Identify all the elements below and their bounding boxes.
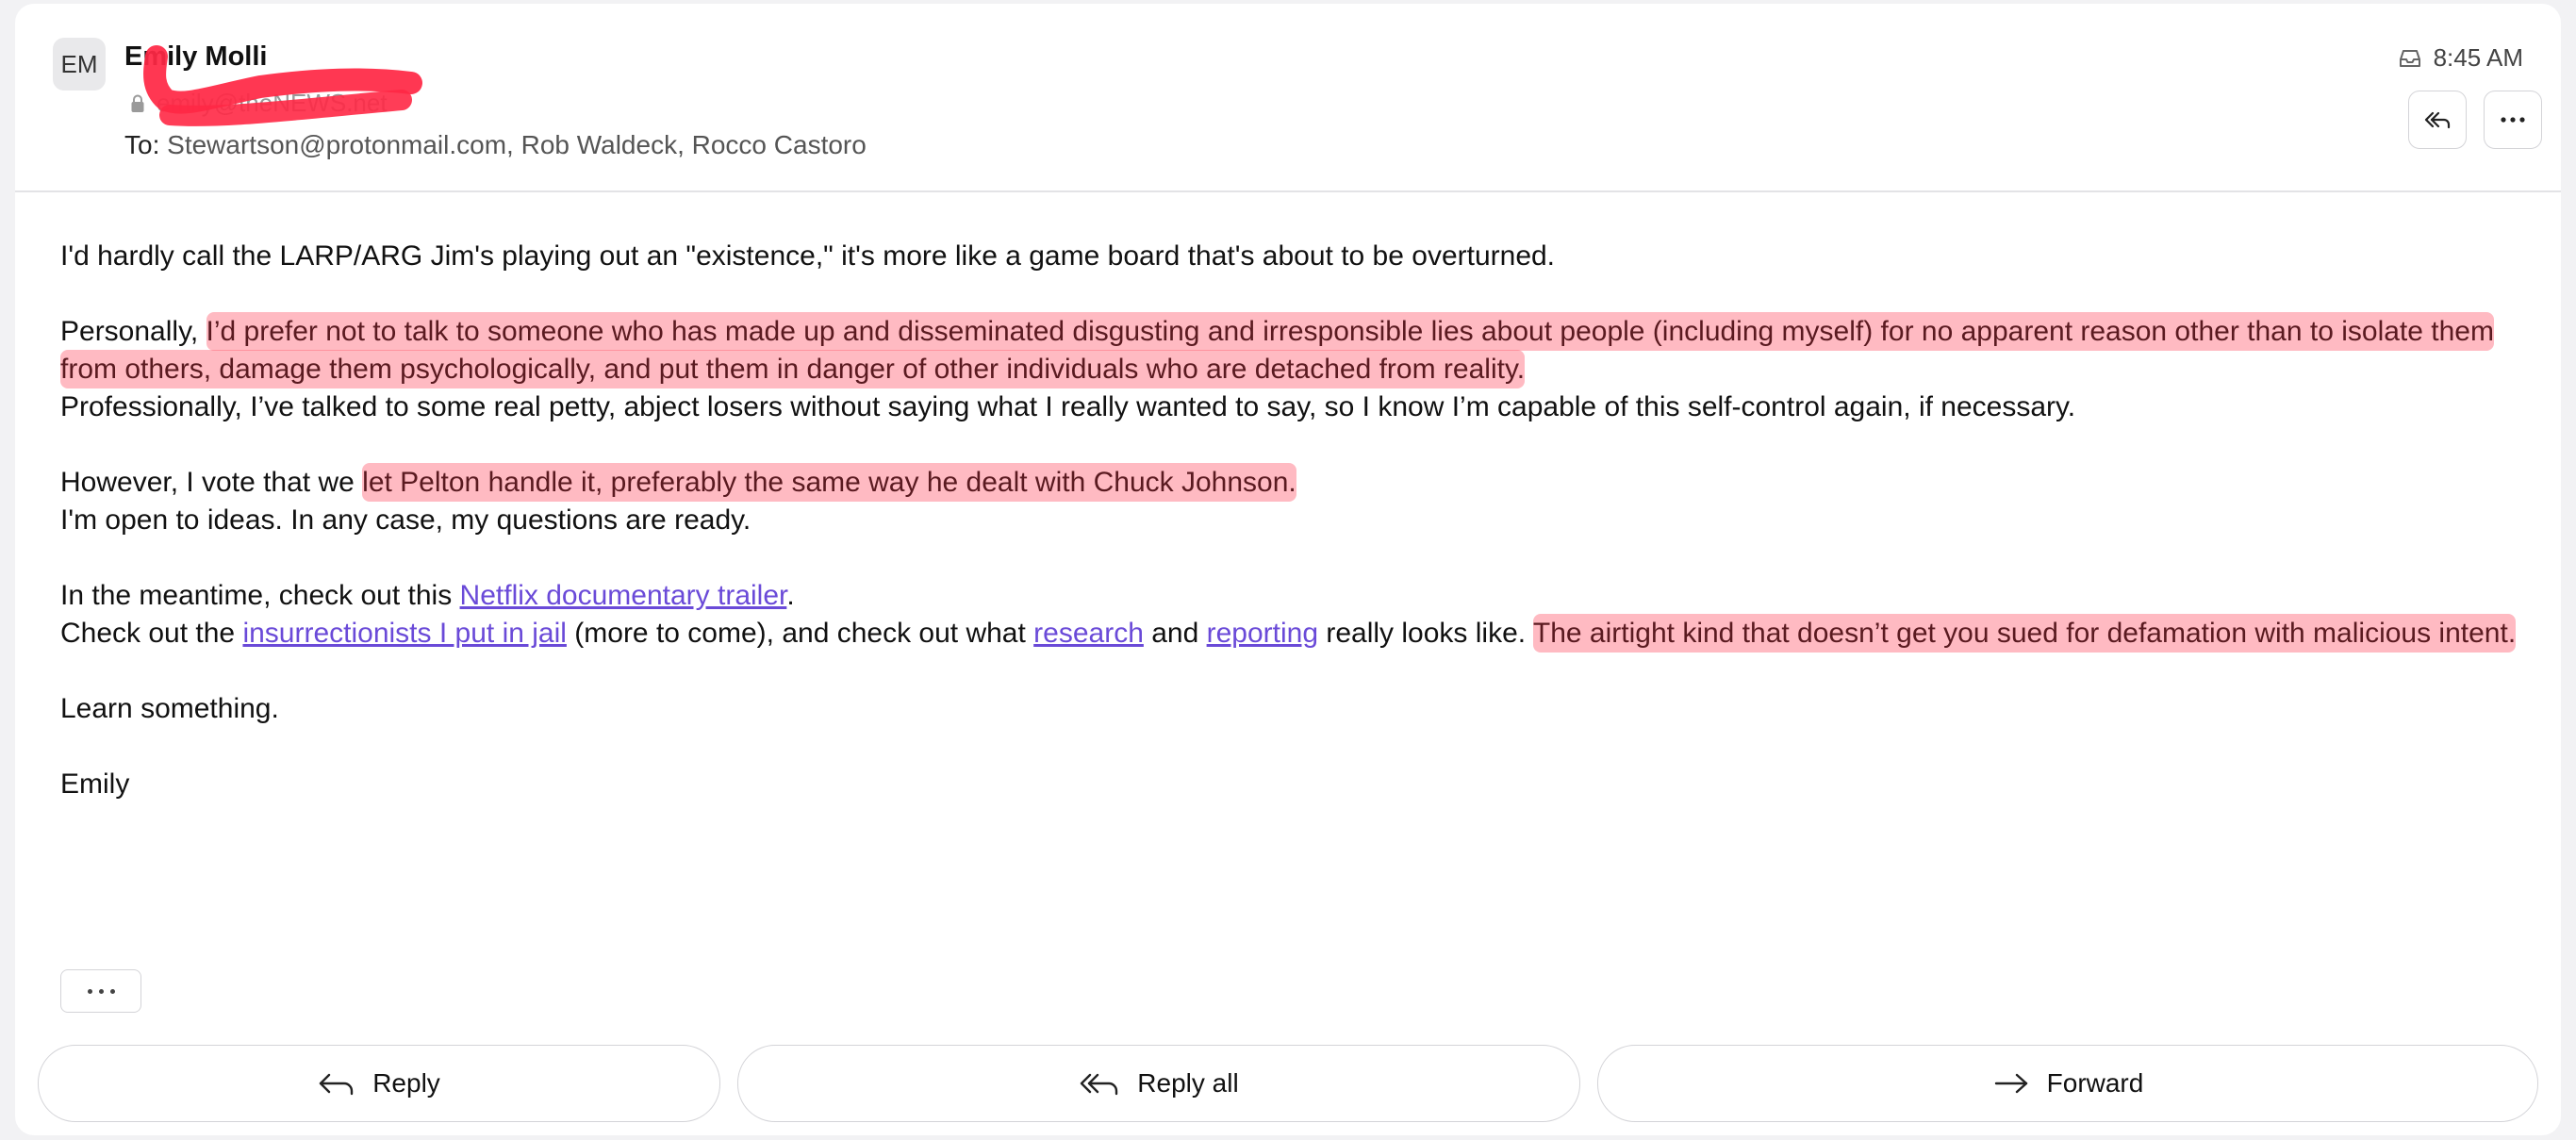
text-span: However, I vote that we	[60, 467, 363, 498]
sender-name: Emily Molli	[124, 41, 268, 72]
text-span: .	[786, 580, 795, 611]
recipients-list[interactable]: Stewartson@protonmail.com, Rob Waldeck, Rocco Castoro	[167, 130, 867, 159]
reporting-link[interactable]: reporting	[1206, 618, 1319, 649]
reply-all-label: Reply all	[1137, 1068, 1239, 1098]
text-span: Personally,	[60, 316, 206, 347]
highlighted-text: The airtight kind that doesn’t get you sued for defamation with malicious intent.	[1533, 614, 2516, 653]
reply-all-header-button[interactable]	[2408, 91, 2467, 149]
inbox-icon	[2398, 48, 2422, 69]
avatar: EM	[53, 38, 106, 91]
text-span: (more to come), and check out what	[566, 618, 1034, 649]
highlighted-text: let Pelton handle it, preferably the same way he dealt with Chuck Johnson.	[362, 463, 1296, 502]
forward-button[interactable]	[1597, 1045, 2538, 1122]
signature: Emily	[60, 768, 130, 800]
header-divider	[15, 190, 2561, 192]
paragraph	[60, 313, 2550, 388]
insurrectionists-link[interactable]: insurrectionists I put in jail	[242, 618, 567, 649]
paragraph: I'm open to ideas. In any case, my questions are ready.	[60, 504, 751, 536]
recipients-row	[124, 130, 867, 160]
research-link[interactable]: research	[1033, 618, 1144, 649]
reply-all-icon	[2423, 109, 2452, 130]
email-message-card	[15, 4, 2561, 1135]
text-span: Check out the	[60, 618, 243, 649]
forward-label: Forward	[2046, 1068, 2144, 1098]
message-body	[60, 238, 2550, 803]
dot-icon	[88, 989, 92, 994]
time-label: 8:45 AM	[2433, 43, 2523, 72]
reply-button[interactable]	[38, 1045, 720, 1122]
text-span: really looks like.	[1318, 618, 1533, 649]
reply-all-icon	[1079, 1071, 1120, 1096]
sender-email: emily@theNEWS.net	[157, 89, 388, 117]
reply-icon	[318, 1071, 355, 1096]
dot-icon	[99, 989, 104, 994]
text-span: In the meantime, check out this	[60, 580, 460, 611]
to-label: To:	[124, 130, 160, 159]
text-span: and	[1143, 618, 1207, 649]
show-quoted-text-button[interactable]	[60, 969, 141, 1013]
reply-all-button[interactable]	[737, 1045, 1580, 1122]
more-horizontal-icon	[2500, 116, 2526, 124]
paragraph	[60, 577, 2550, 615]
highlighted-text: I’d prefer not to talk to someone who has made up and disseminated disgusting and irresponsible lies about people (including myself) for no apparent reason other than to isolate them from others, damage them psychologically, and put them in danger of other individuals who are detached from reality.	[60, 312, 2494, 388]
sender-email-row	[130, 89, 388, 118]
received-time	[2398, 43, 2523, 73]
paragraph: Professionally, I’ve talked to some real petty, abject losers without saying what I really wanted to say, so I know I’m capable of this self-control again, if necessary.	[60, 391, 2076, 422]
netflix-trailer-link[interactable]: Netflix documentary trailer	[459, 580, 787, 611]
paragraph: Learn something.	[60, 693, 279, 724]
reply-label: Reply	[372, 1068, 440, 1098]
lock-icon	[130, 94, 145, 113]
paragraph	[60, 464, 2550, 502]
paragraph: I'd hardly call the LARP/ARG Jim's playing out an "existence," it's more like a game board that's about to be overturned.	[60, 240, 1556, 272]
forward-icon	[1992, 1071, 2030, 1096]
paragraph	[60, 615, 2550, 653]
more-options-button[interactable]	[2484, 91, 2542, 149]
dot-icon	[110, 989, 115, 994]
